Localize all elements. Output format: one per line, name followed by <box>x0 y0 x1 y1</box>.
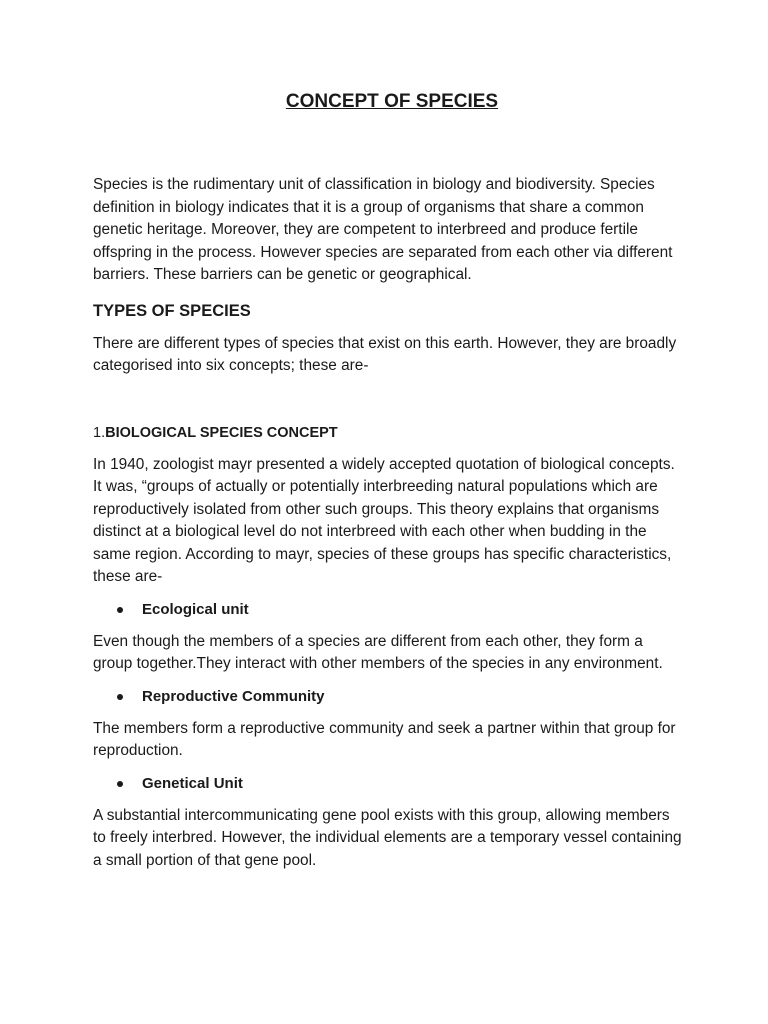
reproductive-community-paragraph: The members form a reproductive community and seek a partner within that group for reproduction. <box>93 719 676 759</box>
types-paragraph: There are different types of species that exist on this earth. However, they are broadly categorised into six concepts; these are- <box>93 334 677 374</box>
intro-paragraph: Species is the rudimentary unit of classification in biology and biodiversity. Species definition in biology indicates that it is a group of organisms that share a common genetic heritage. Moreover, they are competent to interbreed and produce fertile offspring in the process. However species are separated from each other via different barriers. These barriers can be genetic or geographical. <box>93 176 673 283</box>
biological-paragraph: In 1940, zoologist mayr presented a widely accepted quotation of biological concepts. It was, “groups of actually or potentially interbreeding natural populations which are reproductively isolated from other such groups. This theory explains that organisms distinct at a biological level do not interbreed with each other when budding in the same region. According to mayr, species of these groups has specific characteristics, these are- <box>93 455 675 585</box>
bullet-dot-icon <box>117 694 123 700</box>
bullet-reproductive-community <box>93 686 683 708</box>
document-content <box>93 88 683 872</box>
bullet-label: Reproductive Community <box>142 687 325 705</box>
bullet-label: Genetical Unit <box>142 774 243 792</box>
ecological-unit-paragraph: Even though the members of a species are different from each other, they form a group together.They interact with other members of the species in any environment. <box>93 632 663 672</box>
types-heading: TYPES OF SPECIES <box>93 301 251 320</box>
section-number: 1. <box>93 424 106 441</box>
section-heading-biological <box>93 422 683 444</box>
bullet-dot-icon <box>117 781 123 787</box>
bullet-dot-icon <box>117 607 123 613</box>
bullet-label: Ecological unit <box>142 600 249 618</box>
bullet-genetical-unit <box>93 773 683 795</box>
genetical-unit-paragraph: A substantial intercommunicating gene pool exists with this group, allowing members to freely interbred. However, the individual elements are a temporary vessel containing a small portion of that gene pool. <box>93 806 682 869</box>
bullet-ecological-unit <box>93 599 683 621</box>
section-heading-label: BIOLOGICAL SPECIES CONCEPT <box>105 424 338 441</box>
page-title: CONCEPT OF SPECIES <box>285 91 499 112</box>
